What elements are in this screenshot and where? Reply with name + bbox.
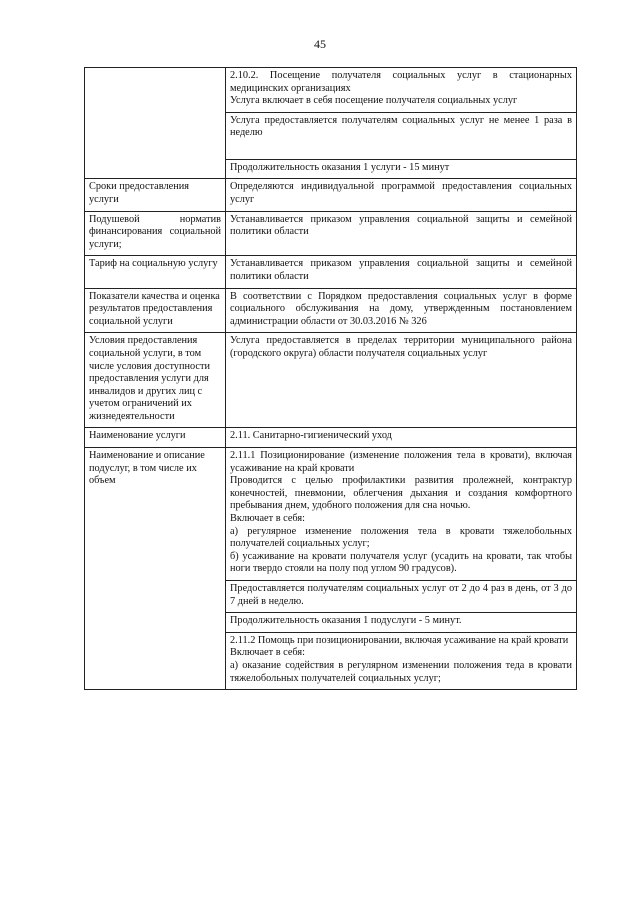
table-row — [85, 333, 577, 428]
row-value: Услуга предоставляется получателям социальных услуг не менее 1 раза в неделю — [226, 112, 577, 159]
table-row — [85, 179, 577, 211]
list-item: а) регулярное изменение положения тела в кровати тяжелобольных получателей социальных услуг; — [230, 525, 572, 550]
list-item: б) усаживание на кровати получателя услуг (усадить на кровати, так чтобы ноги твердо стояли на полу под углом 90 градусов). — [230, 550, 572, 575]
row-value: Устанавливается приказом управления социальной защиты и семейной политики области — [226, 211, 577, 256]
includes-label: Включает в себя: — [230, 513, 305, 525]
subservice-purpose: Проводится с целью профилактики развития пролежней, контрактур конечностей, пневмонии, облегчения дыхания и создания комфортного пребывания днем, удобного положения для сна ночью. — [230, 475, 572, 512]
subservice-title: 2.11.2 Помощь при позиционировании, включая усаживание на край кровати — [230, 634, 569, 646]
table-row — [85, 448, 577, 581]
row-label: Показатели качества и оценка результатов предоставления социальной услуги — [85, 288, 226, 333]
row-value: 2.11. Санитарно-гигиенический уход — [226, 428, 577, 448]
row-label: Наименование и описание подуслуг, в том числе их объем — [85, 448, 226, 690]
row-label: Подушевой норматив финансирования социальной услуги; — [85, 211, 226, 256]
page-number: 45 — [314, 37, 326, 51]
row-value: В соответствии с Порядком предоставления социальных услуг в форме социального обслуживания на дому, утвержденным постановлением администрации области от 30.03.2016 № 326 — [226, 288, 577, 333]
row-label: Тариф на социальную услугу — [85, 256, 226, 288]
table-row — [85, 428, 577, 448]
row-value: Продолжительность оказания 1 подуслуги - 5 минут. — [226, 613, 577, 633]
row-value — [226, 632, 577, 689]
subservice-title: 2.10.2. Посещение получателя социальных услуг в стационарных медицинских организациях — [230, 70, 572, 94]
row-label: Наименование услуги — [85, 428, 226, 448]
table-row — [85, 211, 577, 256]
subservice-title: 2.11.1 Позиционирование (изменение положения тела в кровати), включая усаживание на край кровати — [230, 450, 572, 474]
row-label-empty — [85, 68, 226, 179]
row-value: Определяются индивидуальной программой предоставления социальных услуг — [226, 179, 577, 211]
row-value: Продолжительность оказания 1 услуги - 15 минут — [226, 159, 577, 179]
table-row — [85, 256, 577, 288]
service-table — [84, 67, 577, 690]
subservice-description: Услуга включает в себя посещение получателя социальных услуг — [230, 95, 518, 107]
table-row — [85, 68, 577, 113]
row-value: Услуга предоставляется в пределах территории муниципального района (городского округа) области получателя социальных услуг — [226, 333, 577, 428]
row-label: Сроки предоставления услуги — [85, 179, 226, 211]
row-label: Условия предоставления социальной услуги, в том числе условия доступности предоставления услуги для инвалидов и других лиц с учетом ограничений их жизнедеятельности — [85, 333, 226, 428]
row-value: Устанавливается приказом управления социальной защиты и семейной политики области — [226, 256, 577, 288]
row-value — [226, 68, 577, 113]
row-value: Предоставляется получателям социальных услуг от 2 до 4 раз в день, от 3 до 7 дней в неделю. — [226, 581, 577, 613]
table-row — [85, 288, 577, 333]
list-item: а) оказание содействия в регулярном изменении положения теда в кровати тяжелобольных получателей социальных услуг; — [230, 659, 572, 684]
row-value — [226, 448, 577, 581]
includes-label: Включает в себя: — [230, 647, 305, 659]
